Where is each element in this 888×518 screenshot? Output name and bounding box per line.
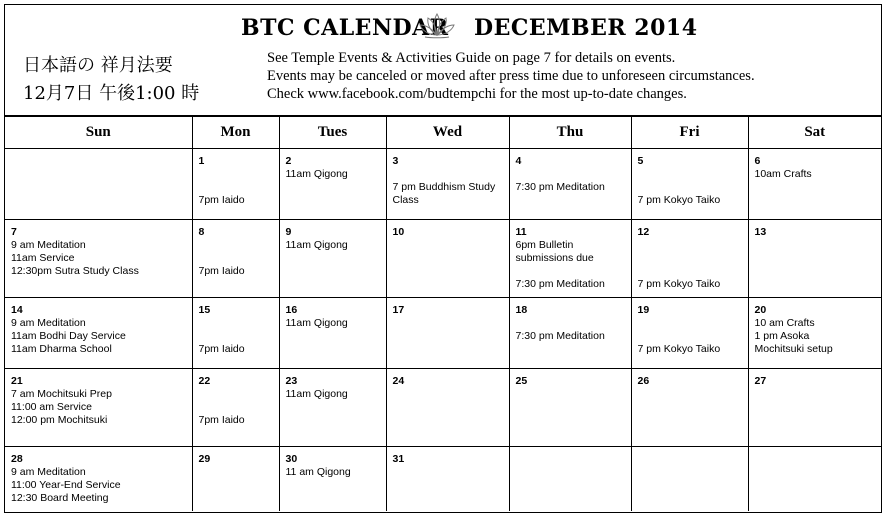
day-number: 9 [285, 226, 292, 238]
event-spacer [199, 388, 276, 401]
event-item: 11am Bodhi Day Service [11, 330, 126, 342]
day-number: 17 [392, 304, 405, 316]
day-cell [192, 298, 279, 369]
day-cell [5, 220, 192, 298]
day-number: 6 [754, 155, 761, 167]
weekday-header: Fri [631, 117, 748, 149]
day-cell [509, 149, 631, 220]
weekday-header: Wed [386, 117, 509, 149]
day-content [286, 155, 383, 181]
event-item: 7pm Iaido [198, 414, 245, 426]
day-content [11, 304, 189, 356]
event-item: 7pm Iaido [198, 265, 245, 277]
day-cell [631, 298, 748, 369]
day-content [638, 304, 745, 356]
day-cell [279, 149, 386, 220]
event-item: 11am Dharma School [11, 343, 112, 355]
event-spacer [638, 265, 745, 278]
calendar-grid [5, 117, 881, 511]
calendar-title: BTC CALENDAR [241, 15, 449, 41]
day-cell [386, 220, 509, 298]
event-item: 6pm Bulletin [515, 239, 574, 251]
weekday-header: Mon [192, 117, 279, 149]
event-spacer [638, 181, 745, 194]
info-line-facebook: Check www.facebook.com/budtempchi for the most up-to-date changes. [267, 86, 687, 102]
day-cell [748, 220, 881, 298]
day-number: 3 [392, 155, 399, 167]
day-content [199, 453, 276, 466]
event-item: 7pm Iaido [198, 194, 245, 206]
day-content [755, 155, 879, 181]
day-number: 8 [198, 226, 205, 238]
day-number: 15 [198, 304, 211, 316]
day-content [638, 375, 745, 388]
calendar-header [5, 5, 881, 117]
day-cell [748, 149, 881, 220]
day-number: 30 [285, 453, 298, 465]
day-content [199, 226, 276, 278]
event-item: 9 am Meditation [11, 239, 86, 251]
day-content [11, 226, 189, 278]
event-item: 11am Service [11, 252, 75, 264]
day-cell [509, 298, 631, 369]
event-item: 11am Qigong [285, 168, 348, 180]
event-item: 9 am Meditation [11, 317, 86, 329]
day-number: 23 [285, 375, 298, 387]
event-spacer [199, 239, 276, 252]
weekday-header: Sat [748, 117, 881, 149]
event-spacer [516, 265, 628, 278]
event-item: 12:00 pm Mochitsuki [11, 414, 108, 426]
japanese-service-date: 12月7日 午後1:00 時 [23, 83, 200, 104]
day-number: 19 [637, 304, 650, 316]
weekday-header: Tues [279, 117, 386, 149]
day-cell [5, 298, 192, 369]
day-cell [192, 149, 279, 220]
day-content [755, 375, 879, 388]
event-spacer [516, 317, 628, 330]
info-line-guide: See Temple Events & Activities Guide on page 7 for details on events. [267, 50, 676, 66]
day-content [755, 226, 879, 239]
day-number: 18 [515, 304, 528, 316]
event-spacer [393, 168, 506, 181]
day-content [199, 155, 276, 207]
day-number: 31 [392, 453, 405, 465]
day-number: 12 [637, 226, 650, 238]
event-spacer [638, 252, 745, 265]
day-content [286, 453, 383, 479]
day-cell [748, 447, 881, 512]
day-cell [509, 447, 631, 512]
day-cell [631, 220, 748, 298]
day-cell [279, 298, 386, 369]
day-number: 14 [11, 304, 23, 316]
day-content [516, 375, 628, 388]
day-cell [5, 149, 192, 220]
event-item: 7:30 pm Meditation [515, 181, 605, 193]
event-spacer [199, 181, 276, 194]
day-cell [631, 369, 748, 447]
day-cell [509, 369, 631, 447]
week-row [5, 220, 881, 298]
day-cell [748, 369, 881, 447]
day-content [393, 304, 506, 317]
event-item: 11 am Qigong [285, 466, 351, 478]
event-item: 11am Qigong [285, 317, 348, 329]
event-item: 7:30 pm Meditation [515, 278, 605, 290]
event-item: 10am Crafts [754, 168, 812, 180]
event-item: Mochitsuki setup [754, 343, 833, 355]
event-item: 7pm Iaido [198, 343, 245, 355]
event-spacer [638, 317, 745, 330]
day-cell [279, 220, 386, 298]
event-item: 1 pm Asoka [754, 330, 810, 342]
day-cell [386, 298, 509, 369]
day-number: 10 [392, 226, 405, 238]
day-number: 21 [11, 375, 23, 387]
day-number: 11 [515, 226, 527, 238]
week-row [5, 149, 881, 220]
day-content [286, 226, 383, 252]
day-cell [279, 447, 386, 512]
day-number: 29 [198, 453, 211, 465]
calendar-page [4, 4, 882, 513]
day-cell [192, 220, 279, 298]
calendar-month: DECEMBER 2014 [474, 15, 698, 41]
day-content [393, 453, 506, 466]
event-item: 12:30pm Sutra Study Class [11, 265, 139, 277]
event-spacer [638, 239, 745, 252]
event-spacer [199, 330, 276, 343]
day-cell [509, 220, 631, 298]
day-content [199, 304, 276, 356]
event-item: 7 am Mochitsuki Prep [11, 388, 112, 400]
day-cell [192, 369, 279, 447]
day-number: 24 [392, 375, 405, 387]
event-spacer [638, 330, 745, 343]
event-spacer [516, 168, 628, 181]
day-content [516, 226, 628, 291]
event-spacer [199, 168, 276, 181]
day-content [286, 304, 383, 330]
day-content [638, 155, 745, 207]
day-content [638, 226, 745, 291]
event-item: 7 pm Kokyo Taiko [637, 343, 721, 355]
lotus-icon [417, 11, 457, 41]
weekday-header: Thu [509, 117, 631, 149]
day-cell [192, 447, 279, 512]
day-number: 28 [11, 453, 23, 465]
day-content [199, 375, 276, 427]
event-item: 11:00 am Service [11, 401, 92, 413]
event-item: 7:30 pm Meditation [515, 330, 605, 342]
japanese-service-title: 日本語の 祥月法要 [23, 55, 173, 76]
day-cell [279, 369, 386, 447]
day-number: 16 [285, 304, 298, 316]
day-number: 5 [637, 155, 644, 167]
day-number: 27 [754, 375, 767, 387]
day-content [393, 226, 506, 239]
event-spacer [638, 168, 745, 181]
day-number: 26 [637, 375, 650, 387]
week-row [5, 447, 881, 512]
day-cell [631, 447, 748, 512]
day-number: 22 [198, 375, 211, 387]
event-item: 7 pm Kokyo Taiko [637, 278, 721, 290]
event-item: 12:30 Board Meeting [11, 492, 109, 504]
day-content [516, 304, 628, 343]
weekday-header-row [5, 117, 881, 149]
day-cell [5, 369, 192, 447]
day-content [11, 453, 189, 505]
day-number: 4 [515, 155, 522, 167]
event-spacer [199, 252, 276, 265]
event-item: 11am Qigong [285, 239, 348, 251]
day-content [516, 155, 628, 194]
event-spacer [199, 401, 276, 414]
day-content [393, 375, 506, 388]
day-number: 7 [11, 226, 17, 238]
event-spacer [199, 317, 276, 330]
day-number: 2 [285, 155, 292, 167]
event-item: 10 am Crafts [754, 317, 815, 329]
week-row [5, 369, 881, 447]
day-cell [631, 149, 748, 220]
event-item: 9 am Meditation [11, 466, 86, 478]
day-number: 1 [198, 155, 205, 167]
info-line-notice: Events may be canceled or moved after press time due to unforeseen circumstances. [267, 68, 755, 84]
day-number: 25 [515, 375, 528, 387]
day-cell [386, 149, 509, 220]
day-number: 13 [754, 226, 767, 238]
day-cell [386, 447, 509, 512]
day-cell [748, 298, 881, 369]
day-content [755, 304, 879, 356]
event-item: 7 pm Buddhism Study Class [392, 181, 496, 206]
event-item: 11:00 Year-End Service [11, 479, 121, 491]
event-item: 7 pm Kokyo Taiko [637, 194, 721, 206]
day-cell [5, 447, 192, 512]
day-cell [386, 369, 509, 447]
day-number: 20 [754, 304, 767, 316]
day-content [393, 155, 506, 207]
event-item: 11am Qigong [285, 388, 348, 400]
event-item: submissions due [515, 252, 594, 264]
week-row [5, 298, 881, 369]
day-content [286, 375, 383, 401]
day-content [11, 375, 189, 427]
weekday-header: Sun [5, 117, 192, 149]
